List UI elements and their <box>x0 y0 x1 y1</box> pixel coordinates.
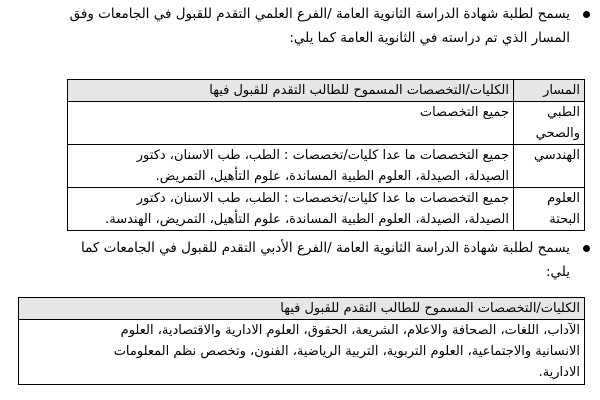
paragraph-line: يسمح لطلبة شهادة الدراسة الثانوية العامة /الفرع الأدبي التقدم للقبول في الجامعات كما <box>80 240 570 256</box>
table-row <box>68 145 585 188</box>
majors-line: جميع التخصصات <box>419 105 509 120</box>
majors-cell <box>68 102 514 145</box>
track-line: العلوم البحتة <box>547 191 580 227</box>
track-line: والصحي <box>535 126 580 141</box>
majors-line: الآداب، اللغات، الصحافة والاعلام، الشريعة، الحقوق، العلوم الادارية والاقتصادية، العلوم <box>120 323 580 338</box>
table-row <box>68 188 585 231</box>
table-row <box>68 102 585 145</box>
science-tracks-table <box>67 79 585 231</box>
majors-line: جميع التخصصات ما عدا كليات/تخصصات : الطب، طب الاسنان، دكتور <box>136 191 509 206</box>
header-track: المسار <box>514 80 585 102</box>
majors-cell <box>19 320 585 385</box>
majors-cell <box>68 145 514 188</box>
majors-line: الصيدلة، الصيدلة، العلوم الطبية المساندة، علوم التأهيل، التمريض، الهندسة. <box>105 212 509 227</box>
track-cell <box>514 145 585 188</box>
track-cell <box>514 102 585 145</box>
majors-line: الادارية. <box>538 365 580 380</box>
paragraph-line: يلي: <box>545 264 570 280</box>
literary-majors-table <box>18 297 585 385</box>
table-header-row <box>19 298 585 320</box>
table-header-row <box>68 80 585 102</box>
science-branch-paragraph <box>10 2 570 50</box>
bullet-icon <box>583 11 590 18</box>
majors-line: جميع التخصصات ما عدا كليات/تخصصات : الطب، طب الاسنان، دكتور <box>136 148 509 163</box>
bullet-icon <box>583 245 590 252</box>
paragraph-line: المسار الذي تم دراسته في الثانوية العامة كما يلي: <box>289 30 570 46</box>
majors-line: الصيدلة، الصيدلة، العلوم الطبية المساندة، علوم التأهيل، التمريض. <box>155 169 509 184</box>
majors-line: الانسانية والاجتماعية، العلوم التربوية، التربية الرياضية، الفنون، وتخصص نظم المعلومات <box>113 344 580 359</box>
track-line: الهندسي <box>533 148 580 163</box>
literary-branch-paragraph <box>10 236 570 284</box>
majors-cell <box>68 188 514 231</box>
header-majors: الكليات/التخصصات المسموح للطالب التقدم للقبول فيها <box>19 298 585 320</box>
track-cell <box>514 188 585 231</box>
header-majors: الكليات/التخصصات المسموح للطالب التقدم للقبول فيها <box>68 80 514 102</box>
paragraph-line: يسمح لطلبة شهادة الدراسة الثانوية العامة /الفرع العلمي التقدم للقبول في الجامعات وفق <box>69 6 570 22</box>
track-line: الطبي <box>547 105 580 120</box>
table-row <box>19 320 585 385</box>
